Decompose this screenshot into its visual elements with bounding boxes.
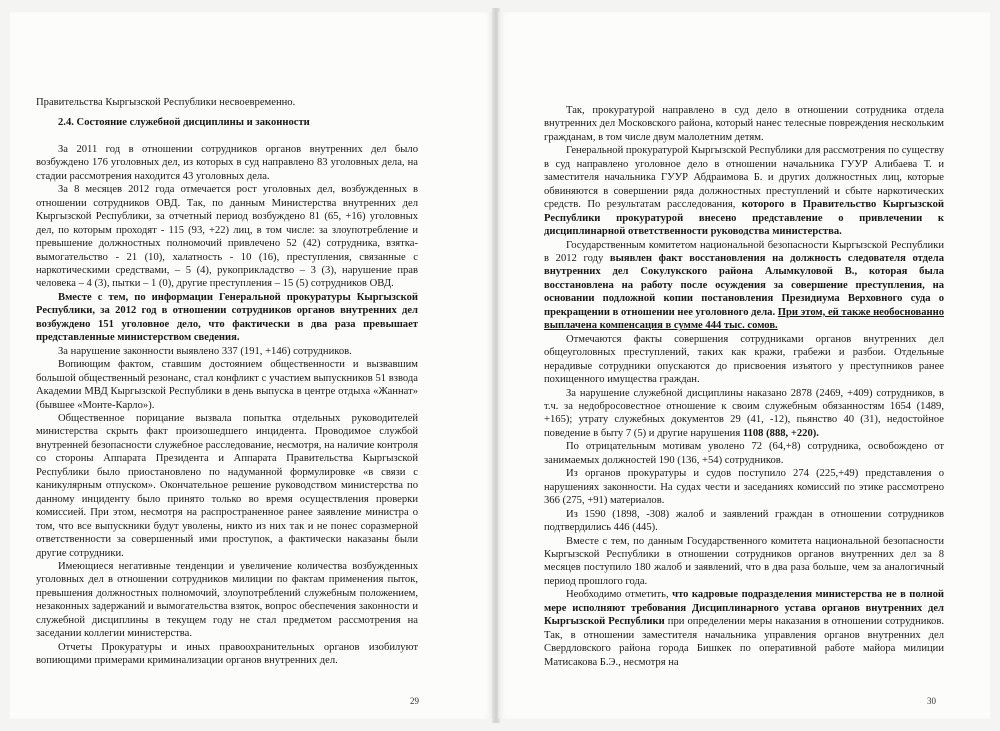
paragraph: Так, прокуратурой направлено в суд дело в отношении сотрудника отдела внутренних дел Московского района, который нанес телесные повреждения нескольким гражданам, в том числе двум малолетним детям. [544, 105, 944, 143]
paragraph [544, 387, 944, 441]
bold-text: 1108 (888, +220). [742, 427, 819, 439]
right-page-text [544, 104, 944, 669]
paragraph [544, 239, 944, 333]
paragraph-text: Необходимо отметить, [566, 589, 673, 601]
paragraph: За 8 месяцев 2012 года отмечается рост уголовных дел, возбужденных в отношении сотрудников ОВД. Так, по данным Министерства внутренних дел Кыргызской Республики, за отчетный период возбуждено 81 (65, +16) уголовных дел, по которым проходят - 115 (93, +22) лиц, в том числе: за злоупотребление и превышение должностных полномочий привлечено 52 (42) сотрудника, взятка-вымогательство - 21 (10), халатность - 10 (16), преступления, связанные с наркотическими средствами, – 5 (4), рукоприкладство – 3 (3), нарушение прав человека – 4 (3), пытки – 1 (0), другие преступления – 15 (5) сотрудников ОВД. [36, 184, 418, 290]
paragraph: Из 1590 (1898, -308) жалоб и заявлений граждан в отношении сотрудников подтвердились 446 (445). [544, 508, 944, 534]
paragraph: Вопиющим фактом, ставшим достоянием общественности и вызвавшим большой общественный резонанс, стал конфликт с участием выпускников 51 взвода Академии МВД Кыргызской Республики в день выпуска в центре отдыха «Жаннат» (бывшее «Монте-Карло»). [36, 359, 418, 411]
paragraph: Вместе с тем, по данным Государственного комитета национальной безопасности Кыргызской Республики в отношении сотрудников органов внутренних дел за 8 месяцев поступило 180 жалоб и заявлений, что в два раза больше, чем за аналогичный период прошлого года. [544, 535, 944, 587]
paragraph-text: Генеральной прокуратурой Кыргызской Республики для рассмотрения по существу в суд направлено уголовное дело в отношении начальника ГУУР Алибаева Т. и заместителя начальника ГУУР Абдраимова Б. и других должностных лиц, которые обвиняются в совершении ряда должностных преступлений и сбыте наркотических средств. По результатам расследования, [544, 145, 944, 211]
bold-text: выявлен факт восстановления на должность следователя отдела внутренних дел Сокулукского района Алымкуловой В., которая была восстановлена на работу после осуждения за совершение преступления, на основании подложной копии постановления Президиума Верховного суда о прекращении в отношении нее уголовного дела. [544, 252, 944, 318]
paragraph: За нарушение законности выявлено 337 (191, +146) сотрудников. [58, 345, 352, 357]
bold-text: которого в Правительство Кыргызской Республики прокуратурой внесено представление о привлечении к дисциплинарной ответственности руководства министерства. [544, 199, 944, 238]
paragraph: Отчеты Прокуратуры и иных правоохранительных органов изобилуют вопиющими примерами криминализации органов внутренних дел. [36, 641, 418, 667]
page-number: 30 [927, 696, 936, 706]
right-page [498, 12, 990, 719]
paragraph: За 2011 год в отношении сотрудников органов внутренних дел было возбуждено 176 уголовных дел, из которых в суд направлено 83 уголовных дела, на стадии рассмотрения находится 43 уголовных дела. [36, 143, 418, 182]
left-page [10, 12, 493, 719]
paragraph: Общественное порицание вызвала попытка отдельных руководителей министерства скрыть факт произошедшего инцидента. Проводимое службой внутренней безопасности служебное расследование, несмотря, на наличие контроля со стороны Аппарата Президента и Аппарата Правительства Кыргызской Республики было приостановлено по надуманной формулировке «в связи с каникулярным отпуском». Окончательное решение руководством министерства по данному инциденту было принято только во время осуществления проверки комиссией. При этом, несмотря на распространенное ранее заявление министра о том, что все выпускники будут уволены, никто из них так и не понес соразмерной ответственности за совершенный ими проступок, а фактически наказаны были другие сотрудники. [36, 412, 418, 559]
section-heading: 2.4. Состояние служебной дисциплины и законности [58, 117, 310, 129]
paragraph [544, 144, 944, 238]
paragraph: Отмечаются факты совершения сотрудниками органов внутренних дел общеуголовных преступлений, таких как кражи, грабежи и разбои. Отдельные нерадивые сотрудники опускаются до присвоения изъятого у преступников ранее похищенного имущества граждан. [544, 333, 944, 386]
underlined-text: При этом, ей также необоснованно выплачена компенсация в сумме 444 тыс. сомов. [544, 306, 944, 332]
paragraph: Имеющиеся негативные тенденции и увеличение количества возбужденных уголовных дел в отношении сотрудников милиции по фактам применения пыток, превышения должностных полномочий, злоупотреблений служебным положением, незаконных задержаний и вымогательства взяток, вопрос обеспечения законности и служебной дисциплины в текущем году не стал предметом рассмотрения на заседании коллегии министерства. [36, 560, 418, 640]
paragraph: По отрицательным мотивам уволено 72 (64,+8) сотрудника, освобождено от занимаемых должностей 190 (136, +54) сотрудников. [544, 441, 944, 466]
left-page-text [36, 96, 418, 668]
page-number: 29 [410, 696, 419, 706]
paragraph-text: За нарушение служебной дисциплины наказано 2878 (2469, +409) сотрудников, в т.ч. за недобросовестное отношение к своим служебным обязанностям 1654 (1489, +165); утрату служебных документов 29 (41, -12), пьянство 40 (31), недостойное поведение в быту 7 (5) и другие нарушения [544, 387, 944, 439]
paragraph [544, 588, 944, 669]
paragraph-text: при определении меры наказания в отношении сотрудников. Так, в отношении заместителя начальника управления органов внутренних дел Свердловского района города Бишкек по оперативной работе майора милиции Матисакова Б.Э., несмотря на [544, 616, 944, 668]
paragraph: Из органов прокуратуры и судов поступило 274 (225,+49) представления о нарушениях законности. На судах чести и заседаниях комиссий по этике рассмотрено 366 (275, +91) материалов. [544, 468, 944, 507]
bold-paragraph: Вместе с тем, по информации Генеральной прокуратуры Кыргызской Республики, за 2012 год в отношении сотрудников органов внутренних дел возбуждено 151 уголовное дело, что фактически в два раза превышает представленные министерством сведения. [36, 291, 418, 344]
bold-text: что кадровые подразделения министерства не в полной мере исполняют требования Дисциплинарного устава органов внутренних дел Кыргызской Республики [544, 589, 944, 628]
left-first-line: Правительства Кыргызской Республики несвоевременно. [36, 97, 296, 108]
paragraph-text: Государственным комитетом национальной безопасности Кыргызской Республики в 2012 году [544, 239, 944, 264]
